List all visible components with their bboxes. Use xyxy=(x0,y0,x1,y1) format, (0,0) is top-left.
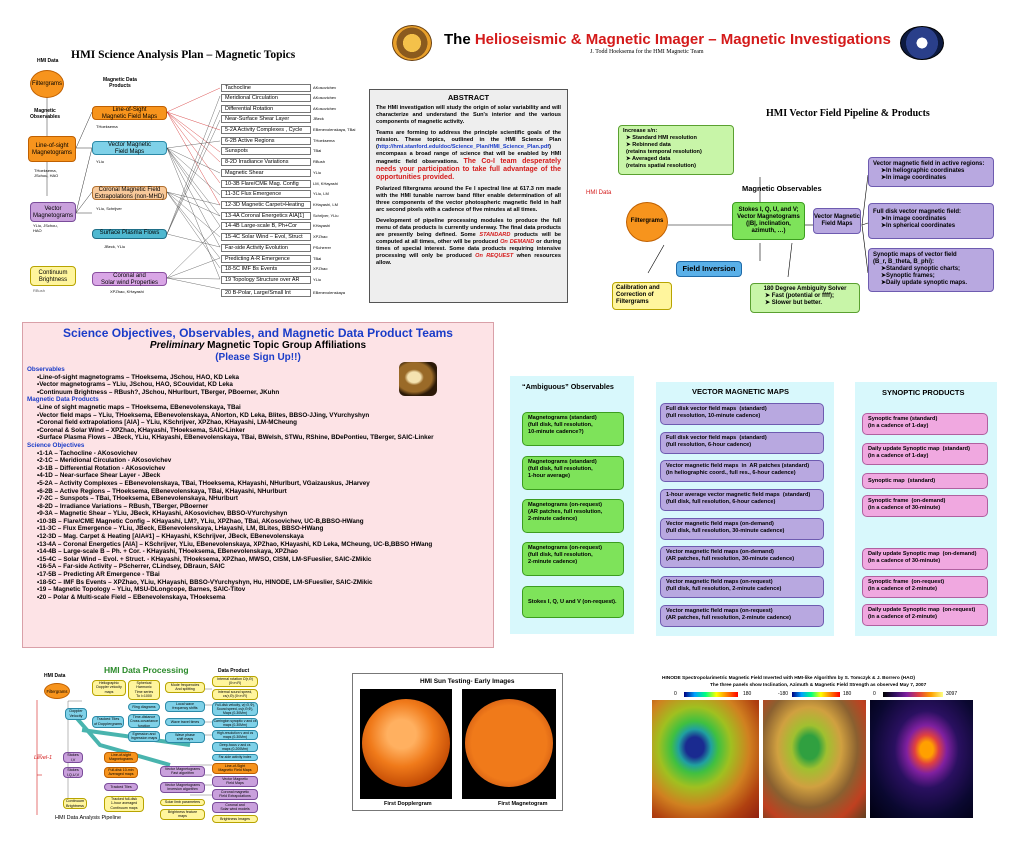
output-item-text: Daily update synoptic maps. xyxy=(886,280,968,286)
magnetic-observables-heading: Magnetic Observables xyxy=(742,184,822,193)
hmi-data-label: HMI Data xyxy=(37,58,59,64)
output-active-regions-title: Vector magnetic field in active regions: xyxy=(873,161,985,167)
topic-team: THoeksema xyxy=(313,138,335,143)
abstract-paragraph-1: The HMI investigation will study the origin of solar variability and will characterize and understand the Sun's interior and the various components of magnetic activity. xyxy=(376,105,561,125)
science-line: •Coronal field extrapolations [AIA] – YLiu, KSchrijver, XPZhao, KHayashi, LM-MCheung xyxy=(37,419,297,427)
increase-item: ➤ Rebinned data (retains temporal resolution) xyxy=(626,142,702,155)
science-line: •4-1D – Near-surface Shear Layer - JBeck xyxy=(37,472,161,480)
science-plan-link[interactable]: http://hmi.stanford.edu/doc/Science_Plan/HMI_Science_Plan.pdf xyxy=(377,144,550,150)
sun-testing-title: HMI Sun Testing- Early Images xyxy=(420,678,515,685)
output-synoptic-title: Synoptic maps of vector field (B_r, B_theta, B_phi): xyxy=(873,252,957,265)
field-strength-colorbar xyxy=(883,692,943,697)
proc-mid2-item: Wave phase shift maps xyxy=(165,732,205,743)
output-item: ➤Synoptic frames; xyxy=(881,273,935,279)
vector-magnetograms-box xyxy=(30,202,76,222)
proc-right-item: Carrington synoptic v and cs maps (0-30Mm) xyxy=(213,719,257,728)
synoptic-title: SYNOPTIC PRODUCTS xyxy=(882,388,965,397)
proc-tracked-tiles-box xyxy=(92,716,124,728)
ambiguity-item: ➤ Slower but better. xyxy=(765,300,823,306)
science-title: Science Objectives, Observables, and Magnetic Data Product Teams xyxy=(63,326,453,340)
pipeline-hmi-data-label: HMI Data xyxy=(586,190,612,196)
proc-stokes-iv-box xyxy=(63,752,83,763)
vector-map-item: Vector magnetic field maps (on-demand) (full disk, full resolution, 30-minute cadence) xyxy=(660,518,824,540)
proc-mid1-item: Tracked Tiles xyxy=(104,783,138,791)
topic-team: TBai xyxy=(313,148,322,153)
proc-continuum-box xyxy=(63,798,87,809)
topic-item: 14-4B Large-scale B, Ph+Cor xyxy=(221,222,311,230)
abstract-paragraph-4 xyxy=(376,218,561,267)
on-request-tag: On REQUEST xyxy=(475,253,514,259)
proc-mid1-item: Line-of-sight Magnetograms xyxy=(104,752,138,763)
synoptic-item: Synoptic frame (on-demand) (in a cadence of 30-minute) xyxy=(862,495,988,517)
topic-item: 10-3B Flare/CME Mag. Config xyxy=(221,180,311,188)
topic-team: KHayashi xyxy=(313,223,331,228)
calibration-box xyxy=(612,282,672,310)
topic-team: YLiu xyxy=(313,170,322,175)
output-full-disk-title: Full disk vector magnetic field: xyxy=(873,209,962,215)
filtergrams-box xyxy=(30,70,64,98)
inclination-map-image xyxy=(652,700,759,818)
science-line: •Surface Plasma Flows – JBeck, YLiu, KHayashi, EBenevolenskaya, TBai, BWelsh, STWu, RShine, BDePontieu, TBerger, SAIC-Linker xyxy=(37,434,434,442)
los-field-maps-team: THoeksema xyxy=(96,124,118,129)
abstract-heading: ABSTRACT xyxy=(447,93,490,102)
topic-team: KHayashi, LM xyxy=(313,202,338,207)
science-section-heading: Observables xyxy=(27,366,65,373)
topic-team: AKosovichev xyxy=(313,85,337,90)
topic-team: EBenevolenskaya xyxy=(313,290,346,295)
magnetogram-sun-disk xyxy=(465,699,553,787)
los-magnetograms-team: THoeksema, JSchou, HAO xyxy=(34,168,59,178)
first-magnetogram-image xyxy=(462,689,556,799)
coronal-solar-wind-box xyxy=(92,272,167,286)
increase-sn-title: Increase s/n: xyxy=(623,128,658,134)
increase-item-text: Standard HMI resolution xyxy=(632,135,697,141)
pipeline-title: HMI Vector Field Pipeline & Products xyxy=(766,108,930,119)
proc-mid1-item: Egression and Ingression maps xyxy=(128,731,160,742)
increase-item-text: Rebinned data (retains temporal resolution) xyxy=(626,142,702,155)
output-item: ➤In image coordinates xyxy=(881,175,947,181)
proc-mid2-item: Solar limb parameters xyxy=(160,799,205,806)
poster-author: J. Todd Hoeksema for the HMI Magnetic Team xyxy=(590,49,704,55)
science-line: •17-5B – Predicting AR Emergence - TBai xyxy=(37,571,160,579)
topic-team: PScherrer xyxy=(313,245,332,250)
vector-maps-title: VECTOR MAGNETIC MAPS xyxy=(692,387,789,396)
coronal-extrapolations-box xyxy=(92,186,167,200)
synoptic-item: Synoptic frame (standard) (in a cadence of 1-day) xyxy=(862,413,988,435)
topic-item: 6-2B Active Regions xyxy=(221,137,311,145)
science-line: •15-4C – Solar Wind – Evol. + Struct. - KHayashi, THoeksema, XPZhao, MWSO, CISM, LM-SFueslier, SAIC-ZMikic xyxy=(37,555,372,563)
proc-tracked-tiles-label: Tracked Tiles of Dopplergrams xyxy=(93,717,123,726)
topic-team: JBeck xyxy=(313,116,324,121)
ambiguity-item-text: Fast (potential or ffff); xyxy=(771,293,835,299)
topic-team: RBush xyxy=(313,159,326,164)
output-item-text: Standard synoptic charts; xyxy=(886,266,961,272)
science-line: •Line of sight magnetic maps – THoeksema, EBenevolenskaya, TBai xyxy=(37,403,241,411)
topic-team: AKosovichev xyxy=(313,106,337,111)
hinode-title-2: The three panels show Inclination, Azimuth & Magnetic Field Strength as observed May 7, 2007 xyxy=(710,683,927,688)
proc-mid2-item: Mode frequencies And splitting xyxy=(165,682,205,693)
synoptic-item: Synoptic frame (on-request) (in a cadence of 2-minute) xyxy=(862,576,988,598)
vector-field-maps-box xyxy=(92,141,167,155)
science-line: •Continuum Brightness – RBush?, JSchou, NHurlburt, TBerger, PBoerner, JKuhn xyxy=(37,388,280,396)
stokes-label: Stokes I, Q, U, and V; Vector Magnetograms (|B|, inclination, azimuth, …) xyxy=(737,207,800,234)
science-line: •18-5C – IMF Bs Events – XPZhao, YLiu, KHayashi, BBSO-VYurchyshyn, Hu, HINODE, LM-SFueslier, SAIC-ZMikic xyxy=(37,578,373,586)
science-line: •19 – Magnetic Topology – YLiu, MSU-DLongcope, Barnes, SAIC-Titov xyxy=(37,586,246,594)
continuum-brightness-team: RBush xyxy=(33,288,46,293)
synoptic-item: Daily update Synoptic map (on-request) (in a cadence of 2-minute) xyxy=(862,604,988,626)
proc-mid2-item: Wave travel times xyxy=(165,718,205,726)
ambiguity-solver-box xyxy=(750,283,860,313)
topic-team: XPZhao xyxy=(313,266,328,271)
science-line: •Vector field maps – YLiu, THoeksema, EBenevolenskaya, ANorton, KD Leka, Blites, BBSO-JJing, VYurchyshyn xyxy=(37,411,370,419)
proc-mid2-item: Vector Magnetograms Inversion algorithm xyxy=(160,782,205,793)
azimuth-scale-min: -180 xyxy=(778,691,789,697)
science-line: •16-5A – Far-side Activity – PScherrer, CLindsey, DBraun, SAIC xyxy=(37,563,225,571)
analysis-plan-title: HMI Science Analysis Plan – Magnetic Topics xyxy=(71,49,296,61)
proc-stokes-iv-label: Stokes I,V xyxy=(67,753,79,762)
proc-right-item: Vector Magnetic Field Maps xyxy=(212,776,258,787)
sdo-logo-icon xyxy=(900,26,944,60)
proc-stokes-iquv-box xyxy=(63,767,83,778)
science-line: •12-3D – Mag. Carpet & Heating [AIA#1] – KHayashi, KSchrijver, JBeck, EBenevolenskaya xyxy=(37,533,304,541)
abstract-paragraph-3: Polarized filtergrams around the Fe I spectral line at 617.3 nm made with the HMI tunable narrow band filter enable determination of all three components of the vector photospheric magnetic field in half arc second pixels with a cadence of five minutes at all times. xyxy=(376,186,561,213)
topic-item: 8-2D Irradiance Variations xyxy=(221,158,311,166)
ambiguous-item: Magnetograms (on-request) (AR patches, full resolution, 2-minute cadence) xyxy=(522,499,624,533)
pipeline-filtergrams-box xyxy=(626,202,668,242)
vector-map-item: Full disk vector field maps (standard) (full resolution, 10-minute cadence) xyxy=(660,403,824,425)
standard-tag: STANDARD xyxy=(479,232,511,238)
title-prefix: The xyxy=(444,31,475,48)
synoptic-item: Daily update Synoptic map (standard) (in a cadence of 1-day) xyxy=(862,443,988,465)
proc-filtergrams-box xyxy=(44,683,70,699)
abstract-p4-text: products will be computed at all times, other will be produced xyxy=(376,232,561,245)
output-item: ➤Daily update synoptic maps. xyxy=(881,280,968,286)
science-list xyxy=(27,366,489,601)
science-line: •5-2A – Activity Complexes – EBenevolenskaya, TBai, THoeksema, KHayashi, NHurlburt, VGaizauskus, JHarvey xyxy=(37,479,370,487)
proc-right-item: Coronal and Solar wind models xyxy=(212,802,258,813)
increase-item: ➤ Averaged data (retains spatial resolution) xyxy=(626,156,696,169)
science-line: •Line-of-sight magnetograms – THoeksema, JSchou, HAO, KD Leka xyxy=(37,373,239,381)
azimuth-scale-max: 180 xyxy=(843,691,852,697)
proc-right-item: High-resolution v and cs maps (0-30Mm) xyxy=(212,730,258,740)
proc-mid1-item: Time-distance Cross-covariance function xyxy=(128,714,160,728)
proc-right-item: Internal sound speed, cs(r,Θ) (0<r<R) xyxy=(212,689,258,700)
proc-mid2-item: Vector Magnetograms Fast algorithm xyxy=(160,766,205,777)
processing-data-product-label: Data Product xyxy=(218,668,250,674)
output-item: ➤In spherical coordinates xyxy=(881,223,956,229)
surface-plasma-flows-label: Surface Plasma Flows xyxy=(99,230,160,236)
vector-map-item: Vector magnetic field maps (on-request) (full disk, full resolution, 2-minute cadence) xyxy=(660,576,824,598)
filtergrams-label: Filtergrams xyxy=(31,81,62,87)
poster-title xyxy=(444,31,904,48)
science-line: •13-4A – Coronal Energetics [AIA] – KSchrijver, YLiu, EBenevolenskaya, XPZhao, KHayashi, KD Leka, MCheung, UC-B,BBSO HWang xyxy=(37,540,433,548)
proc-right-item: Internal rotation Ω(r,Θ) (0<r<R) xyxy=(212,676,258,687)
continuum-brightness-box xyxy=(30,266,76,286)
abstract-p4-text: Development of pipeline processing modules to produce the full menu of data products is currently underway. The final data products are presently being defined. Some xyxy=(376,218,561,238)
topic-item: 5-2A Activity Complexes , Cycle xyxy=(221,126,311,134)
topic-item: 20 B-Polar, Large/Small Int xyxy=(221,289,311,297)
topic-item: Magnetic Shear xyxy=(221,169,311,177)
stokes-box xyxy=(732,202,805,240)
science-line: •14-4B – Large-scale B – Ph. + Cor. - KHayashi, THoeksema, EBenevolenskaya, XPZhao xyxy=(37,548,299,556)
azimuth-map-image xyxy=(763,700,866,818)
topic-item: Near-Surface Shear Layer xyxy=(221,115,311,123)
coronal-extrapolations-team: YLiu, Schrijver xyxy=(96,206,122,211)
output-item: ➤Standard synoptic charts; xyxy=(881,266,961,272)
proc-mid1-item: Heliographic Doppler velocity maps xyxy=(92,680,126,696)
los-magnetograms-label: Line-of-sight Magnetograms xyxy=(31,143,73,156)
coronal-solar-wind-label: Coronal and Solar wind Properties xyxy=(100,273,159,286)
science-line: •6-2B – Active Regions – THoeksema, EBenevolenskaya, TBai, KHayashi, NHurlburt xyxy=(37,487,287,495)
inclination-scale-min: 0 xyxy=(674,691,677,697)
science-line: •10-3B – Flare/CME Magnetic Config – KHayashi, LM?, YLiu, XPZhao, TBai, AKosovichev, UC-B,BBSO-HWang xyxy=(37,517,364,525)
processing-caption: HMI Data Analysis Pipeline xyxy=(55,815,122,821)
output-item-text: In image coordinates xyxy=(886,216,947,222)
topic-team: AKosovichev xyxy=(313,95,337,100)
field-strength-scale-max: 3097 xyxy=(946,691,958,697)
topic-team: XPZhao xyxy=(313,234,328,239)
increase-item: ➤ Standard HMI resolution xyxy=(626,135,697,141)
abstract-p4-text: when resources allow. xyxy=(376,253,561,266)
pipeline-filtergrams-label: Filtergrams xyxy=(630,218,664,224)
proc-stokes-iquv-label: Stokes I,Q,U,V xyxy=(66,768,80,777)
hinode-title-1: HINODE Spectropolarimetric Magnetic Field Inverted with HMI-like Algorithm by S. Tomczyk & J. Borrero (HAO) xyxy=(662,676,915,681)
proc-doppler-label: Doppler Velocity xyxy=(69,709,83,718)
science-line: •20 – Polar & Multi-scale Field – EBenevolenskaya, THoeksema xyxy=(37,593,226,601)
vector-map-item: Full disk vector field maps (standard) (full resolution, 6-hour cadence) xyxy=(660,432,824,454)
on-demand-tag: On DEMAND xyxy=(500,239,535,245)
field-strength-map-image xyxy=(870,700,973,818)
topic-item: Far-side Activity Evolution xyxy=(221,244,311,252)
synoptic-item: Synoptic map (standard) xyxy=(862,473,988,489)
topic-item: 15-4C Solar Wind – Evol, Struct xyxy=(221,233,311,241)
calibration-label: Calibration and Correction of Filtergrams xyxy=(616,285,660,305)
synoptic-item: Daily update Synoptic map (on-demand) (in a cadence of 30-minute) xyxy=(862,548,988,570)
abstract-p2-text: ) encompass a broad range of science that will be enabled by HMI magnetic field observations. xyxy=(376,144,561,165)
output-full-disk-box xyxy=(868,203,994,239)
vector-field-maps-pipeline-box xyxy=(813,208,861,234)
vector-magnetograms-team: YLiu, JSchou, HAO xyxy=(33,223,58,233)
vector-field-maps-pipeline-label: Vector Magnetic Field Maps xyxy=(814,214,861,227)
abstract-p2-text: Teams are forming to address the principle scientific goals of the mission. These topics, outlined in the HMI Science Plan ( xyxy=(376,130,561,150)
los-magnetograms-box xyxy=(28,136,76,162)
topic-item: Meridional Circulation xyxy=(221,94,311,102)
proc-mid2-item: Brightness feature maps xyxy=(160,809,205,820)
topic-item: Sunspots xyxy=(221,147,311,155)
field-strength-scale-min: 0 xyxy=(873,691,876,697)
signup-note: (Please Sign Up!!) xyxy=(215,352,301,363)
continuum-brightness-label: Continuum Brightness xyxy=(38,270,68,283)
proc-right-item: Full-disk velocity, v(r,Θ,Φ), Sound speed, cs(r,Θ,Φ), Maps (0-30Mm) xyxy=(212,702,258,716)
science-line: •9-3A – Magnetic Shear – YLiu, JBeck, KHayashi, AKosovichev, BBSO-VYurchyshyn xyxy=(37,510,288,518)
coronal-solar-wind-team: XPZhao, KHayashi xyxy=(110,289,144,294)
ambiguous-item: Magnetograms (standard) (full disk, full resolution, 10-minute cadence?) xyxy=(522,412,624,446)
field-inversion-box xyxy=(676,261,742,277)
hmi-instrument-photo xyxy=(399,362,437,396)
output-item: ➤In image coordinates xyxy=(881,216,947,222)
science-line: •Coronal & Solar Wind – XPZhao, KHayashi, THoeksema, SAIC-Linker xyxy=(37,426,245,434)
output-item-text: In image coordinates xyxy=(886,175,947,181)
proc-mid1-item: Spherical Harmonic Time series To l=1000 xyxy=(128,680,160,700)
topic-team: Schrijver, YLiu xyxy=(313,213,339,218)
science-line: •Vector magnetograms – YLiu, JSchou, HAO, SCouvidat, KD Leka xyxy=(37,381,233,389)
dopplergram-sun-disk xyxy=(362,699,450,787)
proc-continuum-label: Continuum Brightness xyxy=(65,799,85,808)
topic-team: EBenevolenskaya, TBai xyxy=(313,127,356,132)
field-inversion-label: Field Inversion xyxy=(682,264,736,273)
ambiguous-item: Stokes I, Q, U and V (on-request). xyxy=(522,586,624,618)
processing-hmi-data-label: HMI Data xyxy=(44,673,66,679)
los-field-maps-label: Line-of-Sight Magnetic Field Maps xyxy=(101,107,158,120)
proc-right-item: Coronal magnetic Field Extrapolations xyxy=(212,789,258,800)
science-line: •8-2D – Irradiance Variations – RBush, TBerger, PBoerner xyxy=(37,502,209,510)
los-field-maps-box xyxy=(92,106,167,120)
processing-title: HMI Data Processing xyxy=(104,665,189,675)
science-line: •7-2C – Sunspots – TBai, THoeksema, EBenevolenskaya, NHurlburt xyxy=(37,495,238,503)
ambiguity-item-text: Slower but better. xyxy=(771,300,823,306)
preliminary-label: Preliminary xyxy=(149,340,205,351)
vector-map-item: Vector magnetic field maps in AR patches (standard) (in heliographic coord., full res., 6-hour cadence) xyxy=(660,460,824,482)
vector-map-item: Vector magnetic field maps (on-request) (AR patches, full resolution, 2-minute cadence) xyxy=(660,605,824,627)
output-item-text: In heliographic coordinates xyxy=(886,168,965,174)
output-synoptic-box xyxy=(868,248,994,292)
vector-map-item: 1-hour average vector magnetic field maps (standard) (full disk, full resolution, 6-hour cadence) xyxy=(660,489,824,511)
proc-doppler-box xyxy=(65,708,87,720)
output-item: ➤In heliographic coordinates xyxy=(881,168,965,174)
increase-item-text: Averaged data (retains spatial resolution) xyxy=(626,156,696,169)
ambiguity-item: ➤ Fast (potential or ffff); xyxy=(765,293,835,299)
topic-item: 18-5C IMF Bs Events xyxy=(221,265,311,273)
vector-field-maps-team: YLiu xyxy=(96,159,105,164)
topic-team: LM, KHayashi xyxy=(313,181,338,186)
topic-item: Differential Rotation xyxy=(221,105,311,113)
first-dopplergram-caption: First Dopplergram xyxy=(384,801,432,807)
science-subtitle xyxy=(27,340,489,352)
inclination-scale-max: 180 xyxy=(743,691,752,697)
science-section-heading: Science Objectives xyxy=(27,441,85,449)
coronal-extrapolations-label: Coronal Magnetic Field Extrapolations (non-MHD) xyxy=(94,187,165,200)
proc-right-item: Far-side activity index xyxy=(212,754,258,761)
topic-item: 12-3D Magnetic Carpet>Heating xyxy=(221,201,311,209)
ambiguity-title: 180 Degree Ambiguity Solver xyxy=(763,286,847,292)
science-section-heading: Magnetic Data Products xyxy=(27,396,99,404)
azimuth-colorbar xyxy=(792,692,840,697)
topic-team: YLiu, LM xyxy=(313,191,329,196)
topic-item: 11-3C Flux Emergence xyxy=(221,190,311,198)
proc-right-item: Line-of-Sight Magnetic Field Maps xyxy=(212,763,258,774)
science-line: •1-1A – Tachocline - AKosovichev xyxy=(37,449,138,457)
topic-item: 19 Topology Structure over AR xyxy=(221,276,311,284)
proc-filtergrams-label: Filtergrams xyxy=(46,689,68,694)
first-magnetogram-caption: First Magnetogram xyxy=(498,801,548,807)
proc-mid1-item: Full-disk 10-min Averaged maps xyxy=(104,767,138,778)
topic-item: Predicting A-R Emergence xyxy=(221,255,311,263)
surface-plasma-flows-team: JBeck, YLiu xyxy=(104,244,126,249)
proc-right-item: Brightness Images xyxy=(212,815,258,823)
proc-mid2-item: Local wave frequency shifts xyxy=(165,701,205,712)
magnetic-data-products-label: Magnetic Data Products xyxy=(103,77,137,89)
output-active-regions-box xyxy=(868,157,994,187)
abstract-call-to-action: The Co-I team desperately needs your participation to take full advantage of the opportunities provided. xyxy=(376,158,562,181)
output-item-text: In spherical coordinates xyxy=(886,223,956,229)
topic-item: Tachocline xyxy=(221,84,311,92)
magnetic-observables-label: Magnetic Observables xyxy=(30,108,61,120)
ambiguous-item: Magnetograms (on-request) (full disk, full resolution, 2-minute cadence) xyxy=(522,542,624,576)
hmi-logo-icon xyxy=(392,25,432,61)
ambiguous-item: Magnetograms (standard) (full disk, full resolution, 1-hour average) xyxy=(522,456,624,490)
inclination-colorbar xyxy=(684,692,738,697)
abstract-panel xyxy=(369,89,568,303)
ambiguous-title: “Ambiguous” Observables xyxy=(522,382,614,391)
proc-mid1-item: Tracked full-disk 1-hour averaged Continuum maps xyxy=(104,796,144,812)
abstract-p4-text: or during times of special interest. Some data products requiring intensive processing will only be produced xyxy=(376,239,561,259)
abstract-paragraph-2 xyxy=(376,130,561,182)
output-item-text: Synoptic frames; xyxy=(886,273,935,279)
proc-mid1-item: Ring diagrams xyxy=(128,703,160,711)
first-dopplergram-image xyxy=(360,689,452,799)
topic-item: 13-4A Coronal Energetics AIA[1] xyxy=(221,212,311,220)
surface-plasma-flows-box xyxy=(92,229,167,239)
science-line: •11-3C – Flux Emergence – YLiu, JBeck, EBenevolenskaya, LHayashi, LM, BLites, BBSO-HWang xyxy=(37,525,324,533)
science-subtitle-text: Magnetic Topic Group Affiliations xyxy=(204,340,367,351)
topic-team: TBai xyxy=(313,256,322,261)
science-line: •2-1C – Meridional Circulation - AKosovichev xyxy=(37,457,172,465)
vector-magnetograms-label: Vector Magnetograms xyxy=(32,206,74,219)
title-main: Helioseismic & Magnetic Imager – Magnetic Investigations xyxy=(474,31,891,48)
vector-map-item: Vector magnetic field maps (on-demand) (AR patches, full resolution, 30-minute cadence) xyxy=(660,546,824,568)
proc-right-item: Deep-focus v and cs maps (0-200Mm) xyxy=(212,742,258,752)
topic-team: YLiu xyxy=(313,277,322,282)
vector-field-maps-label: Vector Magnetic Field Maps xyxy=(107,142,152,155)
science-line: •3-1B – Differential Rotation - AKosovichev xyxy=(37,464,166,472)
processing-level-label: Level-1 xyxy=(34,755,53,761)
